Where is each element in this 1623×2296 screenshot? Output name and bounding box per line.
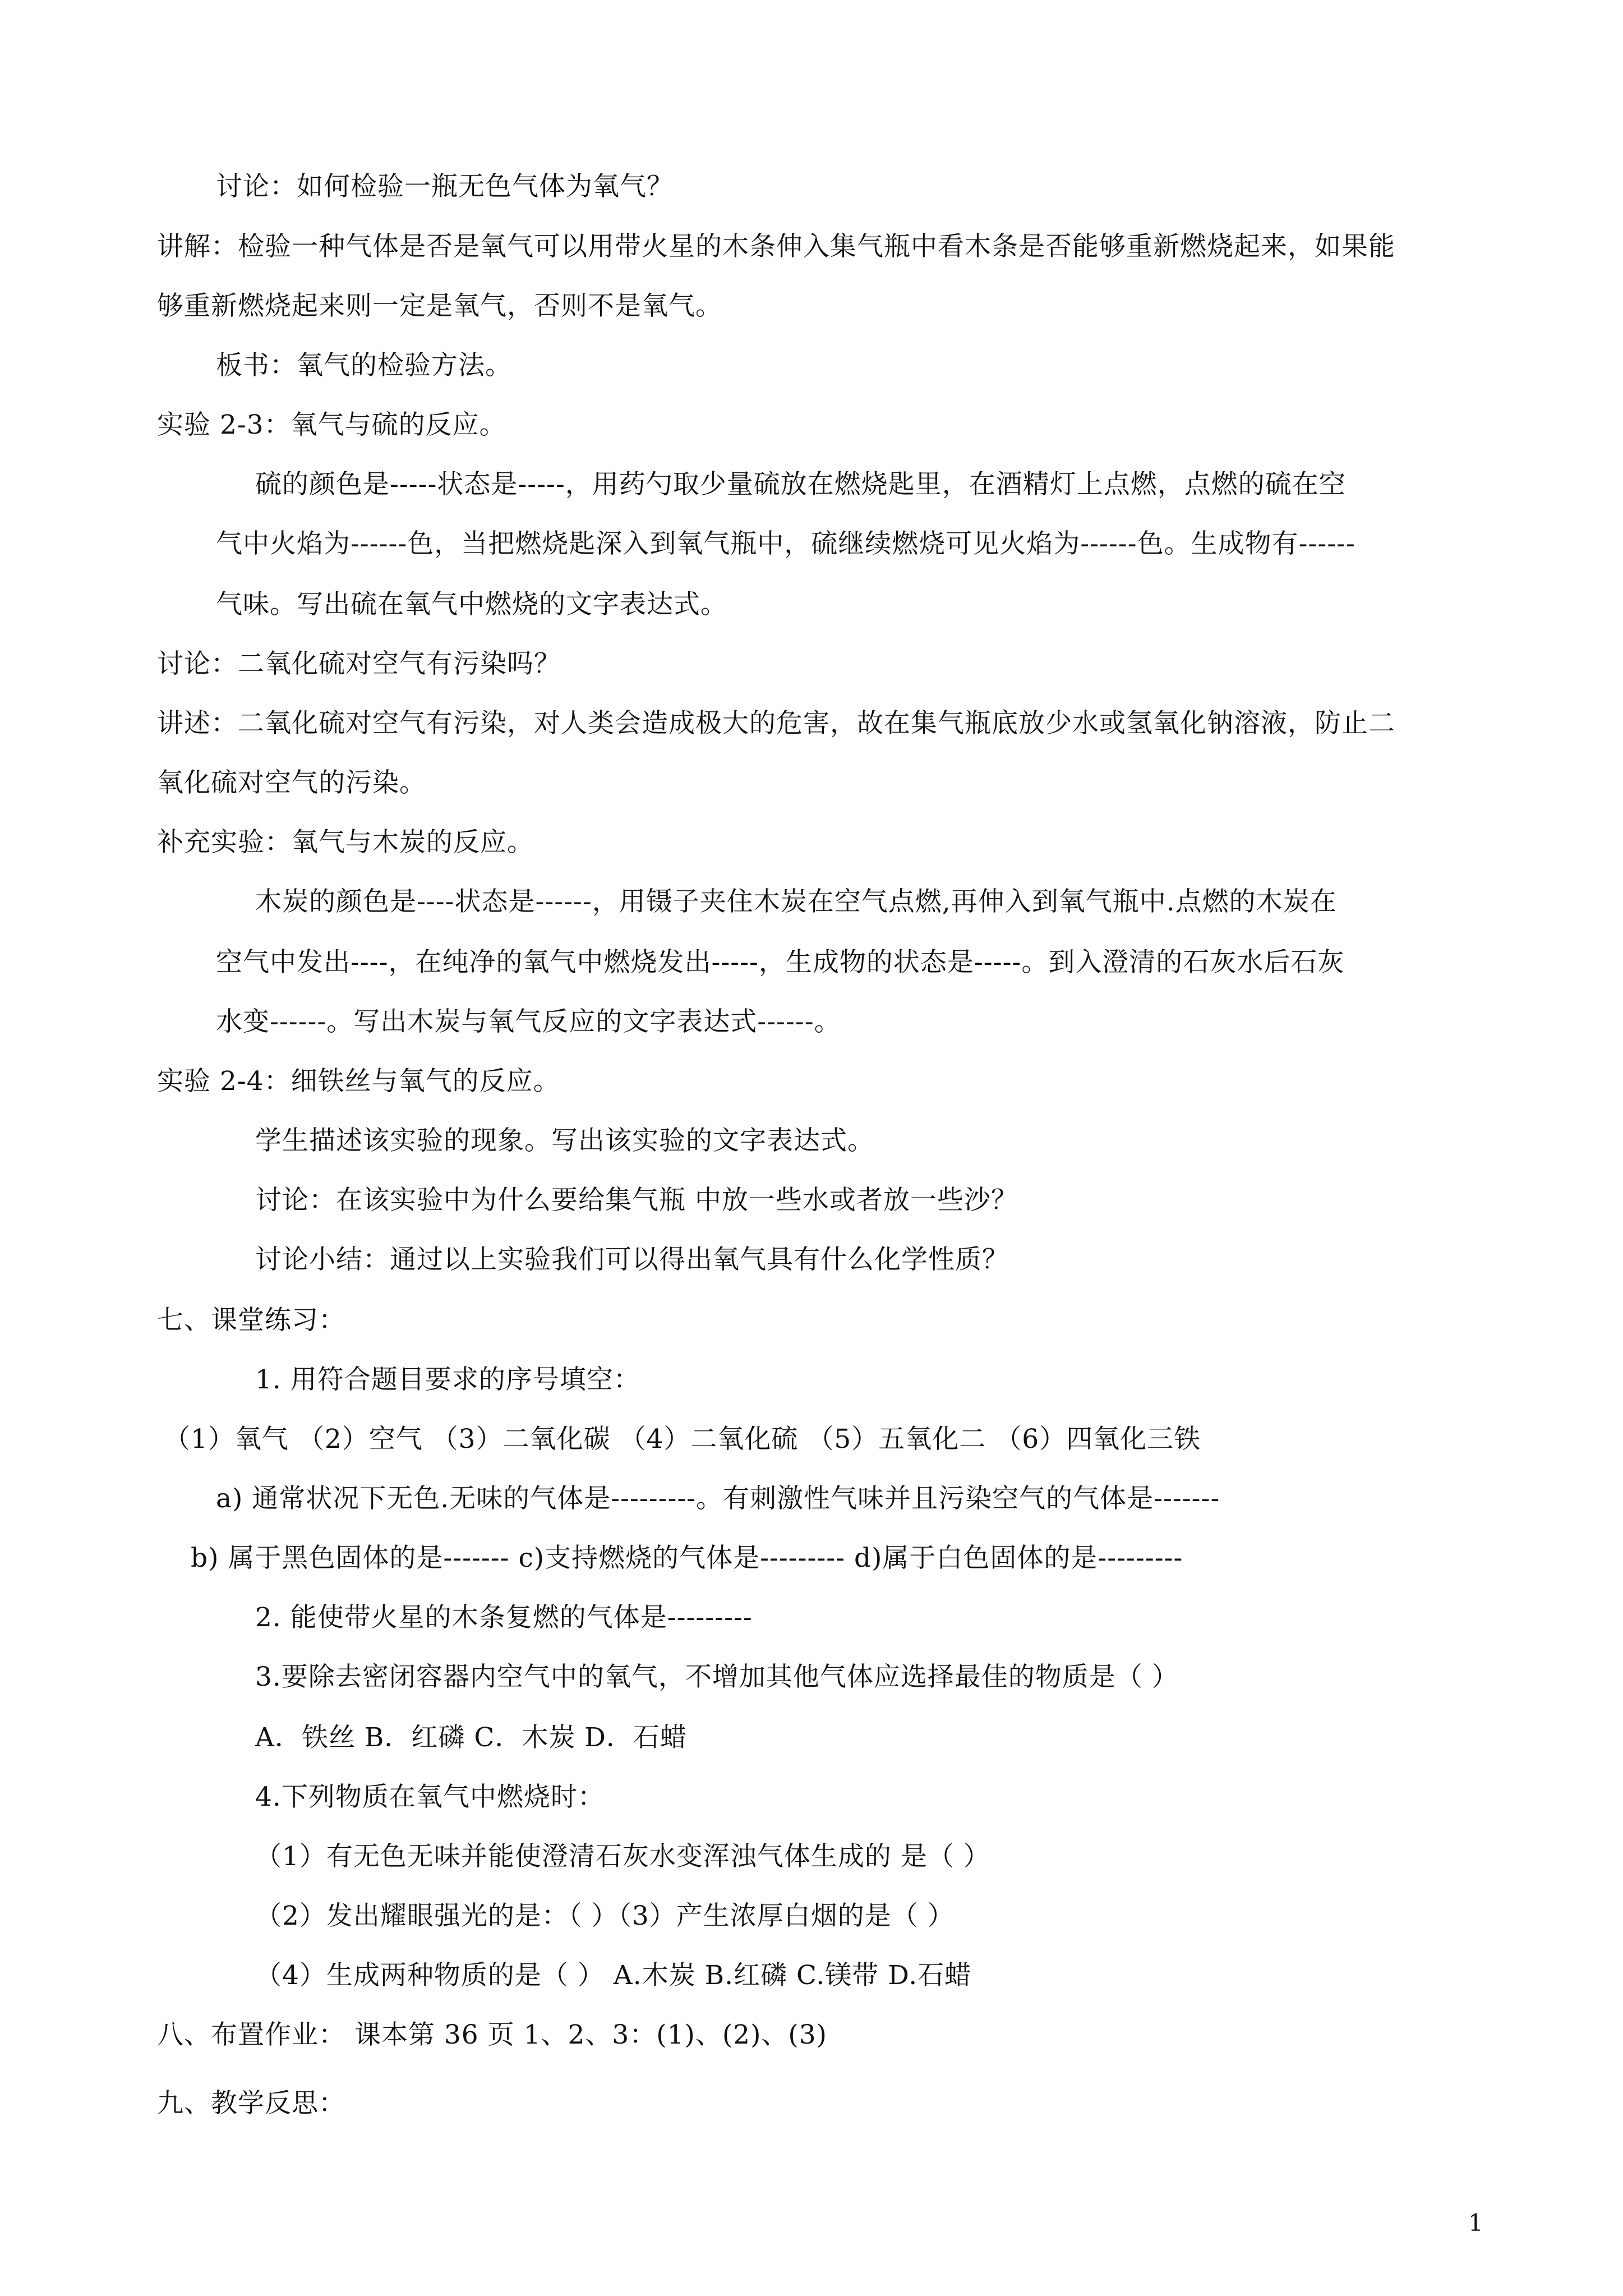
text-line: （1）氧气 （2）空气 （3）二氧化碳 （4）二氧化硫 （5）五氧化二 （6）四氧化三铁 [164, 1424, 1201, 1455]
text-line: b) 属于黑色固体的是------- c)支持燃烧的气体是--------- d)属于白色固体的是--------- [191, 1543, 1183, 1573]
text-line: （4）生成两种物质的是（ ） A.木炭 B.红磷 C.镁带 D.石蜡 [255, 1960, 972, 1991]
text-line: 九、教学反思： [157, 2088, 345, 2119]
text-line: 4.下列物质在氧气中燃烧时： [255, 1782, 605, 1812]
text-line: 木炭的颜色是----状态是------，用镊子夹住木炭在空气点燃,再伸入到氧气瓶中.点燃的木炭在 [255, 886, 1337, 917]
text-line: 讲述：二氧化硫对空气有污染，对人类会造成极大的危害，故在集气瓶底放少水或氢氧化钠溶液，防止二 [157, 708, 1395, 739]
text-line: 实验 2-4：细铁丝与氧气的反应。 [157, 1066, 560, 1097]
text-line: 3.要除去密闭容器内空气中的氧气，不增加其他气体应选择最佳的物质是（ ） [255, 1662, 1179, 1692]
text-line: 八、布置作业： 课本第 36 页 1、2、3：(1)、(2)、(3) [157, 2019, 827, 2050]
text-line: a) 通常状况下无色.无味的气体是---------。有刺激性气味并且污染空气的气体是------- [216, 1483, 1220, 1514]
text-line: A．铁丝 B．红磷 C．木炭 D．石蜡 [255, 1722, 687, 1753]
text-line: 气味。写出硫在氧气中燃烧的文字表达式。 [216, 589, 727, 620]
page-number: 1 [1468, 2209, 1483, 2237]
text-line: 讨论：在该实验中为什么要给集气瓶 中放一些水或者放一些沙？ [255, 1185, 1018, 1216]
text-line: 板书：氧气的检验方法。 [216, 350, 512, 381]
text-line: 水变------。写出木炭与氧气反应的文字表达式------。 [216, 1006, 841, 1037]
text-line: 空气中发出----，在纯净的氧气中燃烧发出-----，生成物的状态是-----。到入澄清的石灰水后石灰 [216, 947, 1345, 978]
text-line: 氧化硫对空气的污染。 [157, 767, 426, 798]
text-line: 气中火焰为------色，当把燃烧匙深入到氧气瓶中，硫继续燃烧可见火焰为------色。生成物有------ [216, 528, 1355, 559]
text-line: 七、课堂练习： [157, 1305, 345, 1336]
text-line: 讨论：如何检验一瓶无色气体为氧气？ [216, 171, 674, 202]
text-line: 1. 用符合题目要求的序号填空： [255, 1364, 640, 1395]
text-line: 硫的颜色是-----状态是-----，用药勺取少量硫放在燃烧匙里，在酒精灯上点燃，点燃的硫在空 [255, 469, 1346, 500]
text-line: 实验 2-3：氧气与硫的反应。 [157, 409, 506, 440]
text-line: 2. 能使带火星的木条复燃的气体是--------- [255, 1602, 753, 1633]
text-line: （2）发出耀眼强光的是：（ ）（3）产生浓厚白烟的是（ ） [255, 1901, 955, 1931]
text-line: 学生描述该实验的现象。写出该实验的文字表达式。 [255, 1125, 874, 1156]
text-line: 补充实验：氧气与木炭的反应。 [157, 827, 534, 858]
text-line: 够重新燃烧起来则一定是氧气，否则不是氧气。 [157, 291, 722, 321]
text-line: 讨论：二氧化硫对空气有污染吗？ [157, 648, 561, 679]
text-line: 讲解：检验一种气体是否是氧气可以用带火星的木条伸入集气瓶中看木条是否能够重新燃烧起来，如果能 [157, 231, 1395, 262]
text-line: 讨论小结：通过以上实验我们可以得出氧气具有什么化学性质？ [255, 1244, 1009, 1275]
text-line: （1）有无色无味并能使澄清石灰水变浑浊气体生成的 是（ ） [255, 1841, 990, 1872]
